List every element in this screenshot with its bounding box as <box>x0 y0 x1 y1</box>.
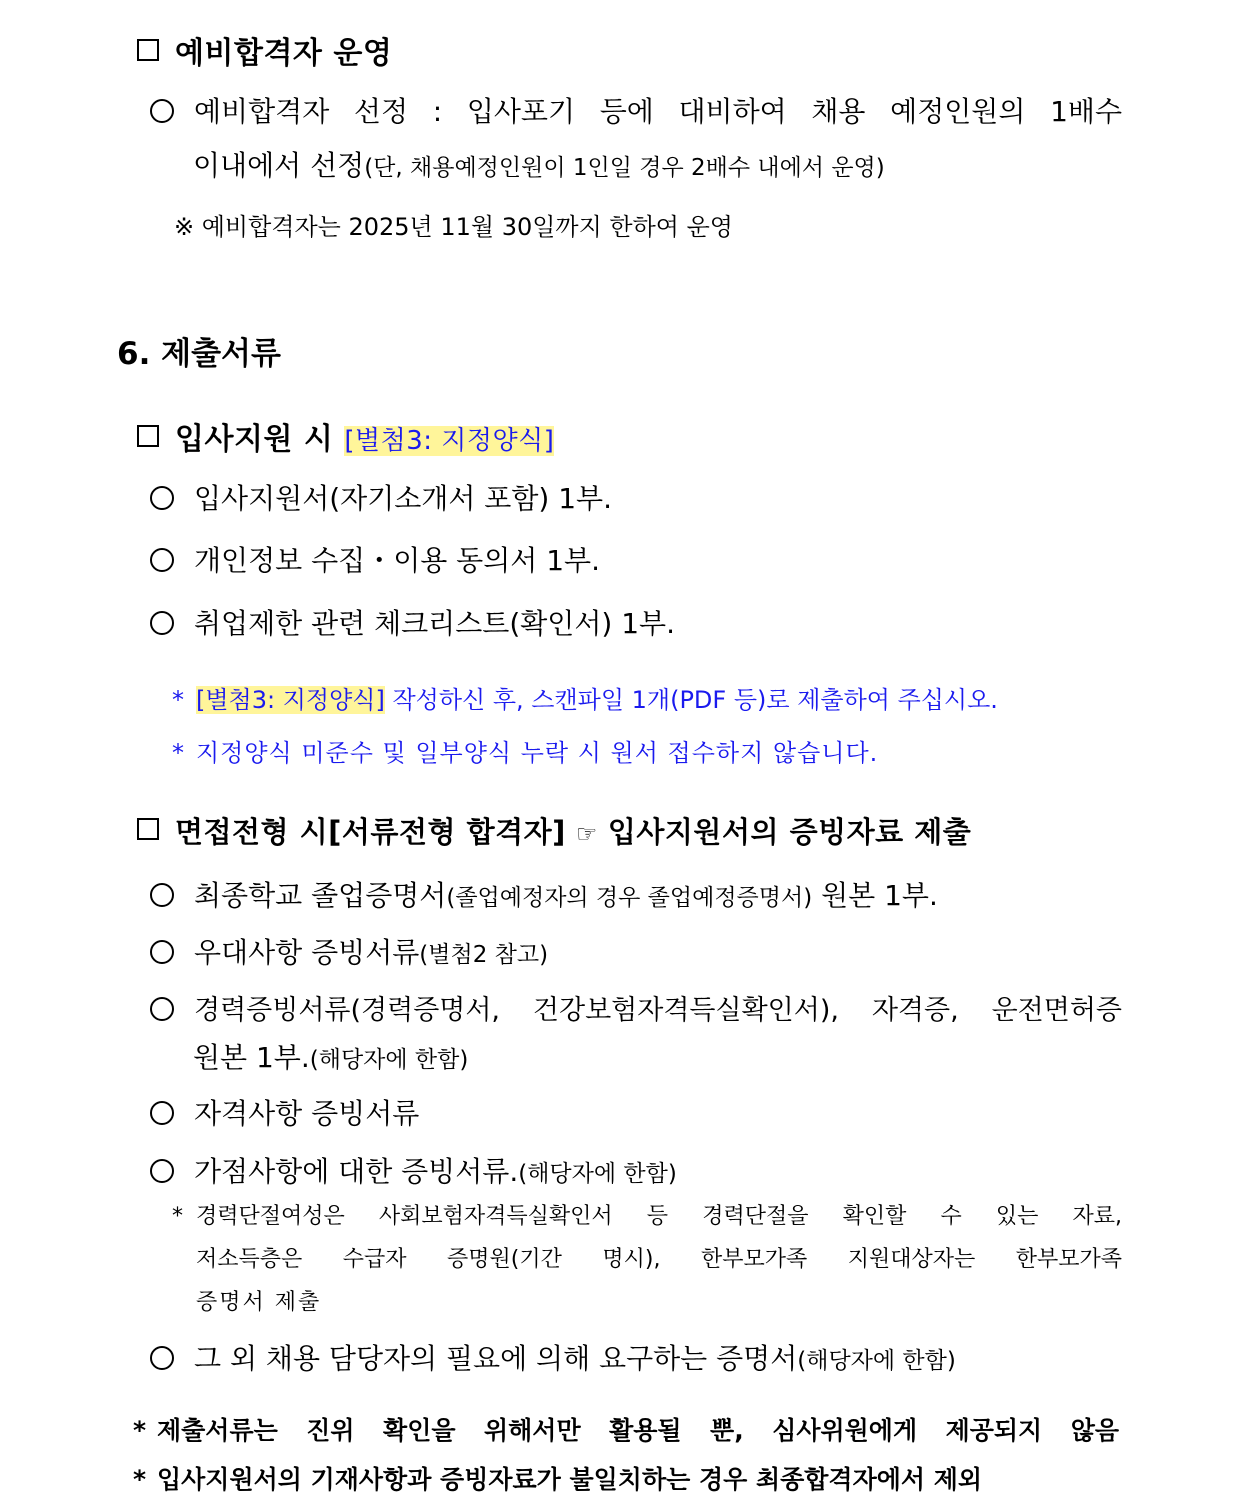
interview-item-3: 경력증빙서류(경력증명서, 건강보험자격득실확인서), 자격증, 운전면허증 <box>150 988 1122 1027</box>
pointing-hand-icon: ☞ <box>575 820 598 848</box>
apply-item-1: 입사지원서(자기소개서 포함) 1부. <box>150 477 612 517</box>
circle-bullet-icon <box>150 1159 174 1183</box>
reserve-item-1-cont: 이내에서 선정(단, 채용예정인원이 1인일 경우 2배수 내에서 운영) <box>193 149 885 182</box>
checkbox-square-icon <box>137 39 159 61</box>
interview-item-5: 가점사항에 대한 증빙서류.(해당자에 한함) <box>150 1150 677 1190</box>
apply-heading-tag: [별첨3: 지정양식] <box>344 426 555 456</box>
interview-item-5-note-line-1: * 경력단절여성은 사회보험자격득실확인서 등 경력단절을 확인할 수 있는 자료, <box>172 1204 1122 1229</box>
circle-bullet-icon <box>150 940 174 964</box>
interview-item-1: 최종학교 졸업증명서(졸업예정자의 경우 졸업예정증명서) 원본 1부. <box>150 874 938 914</box>
apply-item-2: 개인정보 수집・이용 동의서 1부. <box>150 539 600 579</box>
checkbox-square-icon <box>137 425 159 447</box>
reserve-heading: 예비합격자 운영 <box>137 28 392 72</box>
circle-bullet-icon <box>150 883 174 907</box>
interview-item-6: 그 외 채용 담당자의 필요에 의해 요구하는 증명서(해당자에 한함) <box>150 1337 956 1377</box>
circle-bullet-icon <box>150 548 174 572</box>
apply-note-2: * 지정양식 미준수 및 일부양식 누락 시 원서 접수하지 않습니다. <box>172 739 879 767</box>
section-title: 6. 제출서류 <box>117 336 281 372</box>
footer-note-1: * 제출서류는 진위 확인을 위해서만 활용될 뿐, 심사위원에게 제공되지 않음 <box>133 1416 1119 1445</box>
circle-bullet-icon <box>150 1346 174 1370</box>
interview-heading: 면접전형 시[서류전형 합격자] ☞ 입사지원서의 증빙자료 제출 <box>137 810 971 851</box>
reserve-note: ※ 예비합격자는 2025년 11월 30일까지 한하여 운영 <box>174 213 733 241</box>
interview-item-3-cont: 원본 1부.(해당자에 한함) <box>193 1041 469 1074</box>
reserve-item-1: 예비합격자 선정 : 입사포기 등에 대비하여 채용 예정인원의 1배수 <box>150 90 1122 130</box>
apply-item-3: 취업제한 관련 체크리스트(확인서) 1부. <box>150 602 675 642</box>
circle-bullet-icon <box>150 611 174 635</box>
checkbox-square-icon <box>137 818 159 840</box>
apply-note-1: * [별첨3: 지정양식] 작성하신 후, 스캔파일 1개(PDF 등)로 제출하여 주십시오. <box>172 686 998 714</box>
interview-item-5-note-line-3: 증명서 제출 <box>196 1290 322 1315</box>
circle-bullet-icon <box>150 997 174 1021</box>
circle-bullet-icon <box>150 1101 174 1125</box>
apply-heading: 입사지원 시 [별첨3: 지정양식] <box>137 414 554 458</box>
interview-item-5-note-line-2: 저소득층은 수급자 증명원(기간 명시), 한부모가족 지원대상자는 한부모가족 <box>196 1247 1122 1272</box>
interview-item-2: 우대사항 증빙서류(별첨2 참고) <box>150 931 548 971</box>
footer-note-2: * 입사지원서의 기재사항과 증빙자료가 불일치하는 경우 최종합격자에서 제외 <box>133 1465 983 1494</box>
interview-item-4: 자격사항 증빙서류 <box>150 1092 419 1132</box>
circle-bullet-icon <box>150 99 174 123</box>
circle-bullet-icon <box>150 486 174 510</box>
